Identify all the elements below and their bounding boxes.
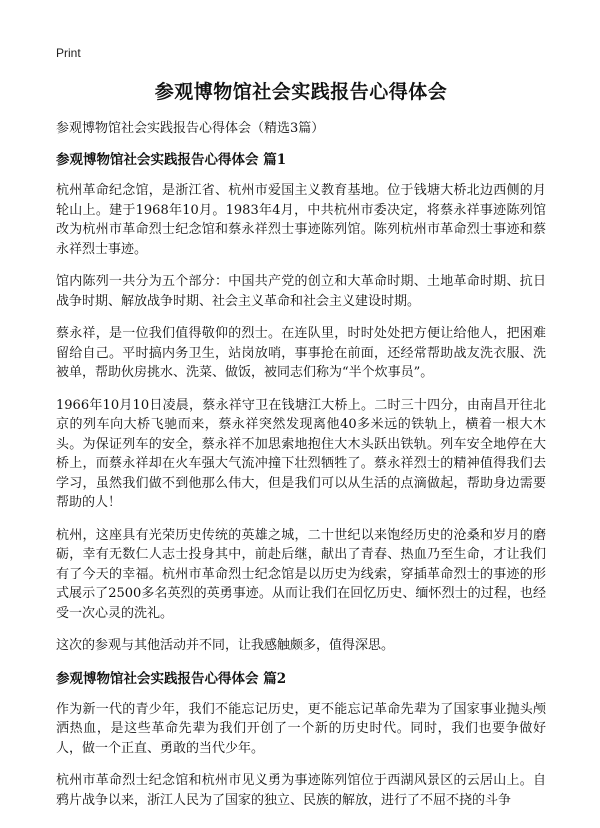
section-heading-1: 参观博物馆社会实践报告心得体会 篇1 [56, 152, 287, 168]
paragraph: 1966年10月10日凌晨，蔡永祥守卫在钱塘江大桥上。二时三十四分，由南昌开往北京的列车向大桥飞驰而来，蔡永祥突然发现离他40多米远的铁轨上，横着一根大木头。为保证列车的安全，蔡永祥不加思索地抱住大木头跃出铁轨。列车安全地停在大桥上，而蔡永祥却在火车强大气流冲撞下壮烈牺牲了。蔡永祥烈士的精神值得我们去学习，虽然我们做不到他那么伟大，但是我们可以从生活的点滴做起，帮助身边需要帮助的人！ [56, 397, 546, 510]
paragraph: 蔡永祥，是一位我们值得敬仰的烈士。在连队里，时时处处把方便让给他人，把困难留给自己。平时搞内务卫生，站岗放哨，事事抢在前面，还经常帮助战友洗衣服、洗被单，帮助伙房挑水、洗菜、做饭，被同志们称为“半个炊事员”。 [56, 326, 546, 380]
section-heading-2: 参观博物馆社会实践报告心得体会 篇2 [56, 670, 287, 687]
page-title: 参观博物馆社会实践报告心得体会 [154, 81, 448, 103]
print-link[interactable]: Print [56, 46, 81, 60]
paragraph: 杭州市革命烈士纪念馆和杭州市见义勇为事迹陈列馆位于西湖风景区的云居山上。自鸦片战争以来，浙江人民为了国家的独立、民族的解放，进行了不屈不挠的斗争 [56, 773, 546, 808]
article-body [56, 150, 546, 823]
paragraph: 作为新一代的青少年，我们不能忘记历史，更不能忘记革命先辈为了国家事业抛头颅洒热血，是这些革命先辈为我们开创了一个新的历史时代。同时，我们也要争做好人，做一个正直、勇敢的当代少年。 [56, 701, 546, 756]
paragraph: 杭州革命纪念馆，是浙江省、杭州市爱国主义教育基地。位于钱塘大桥北边西侧的月轮山上。建于1968年10月。1983年4月，中共杭州市委决定，将蔡永祥事迹陈列馆改为杭州市革命烈士纪念馆和蔡永祥烈士事迹陈列馆。陈列杭州市革命烈士事迹和蔡永祥烈士事迹。 [56, 183, 546, 257]
document-subtitle: 参观博物馆社会实践报告心得体会（精选3篇） [56, 121, 325, 136]
paragraph: 这次的参观与其他活动并不同，让我感触颇多，值得深思。 [56, 638, 395, 653]
paragraph: 馆内陈列一共分为五个部分：中国共产党的创立和大革命时期、土地革命时期、抗日战争时期、解放战争时期、社会主义革命和社会主义建设时期。 [56, 274, 546, 309]
paragraph: 杭州，这座具有光荣历史传统的英雄之城，二十世纪以来饱经历史的沧桑和岁月的磨砺，幸有无数仁人志士投身其中，前赴后继，献出了青春、热血乃至生命，才让我们有了今天的幸福。杭州市革命烈士纪念馆是以历史为线索，穿插革命烈士的事迹的形式展示了2500多名英烈的英勇事迹。从而让我们在回忆历史、缅怀烈士的过程，也经受一次心灵的洗礼。 [56, 527, 546, 621]
